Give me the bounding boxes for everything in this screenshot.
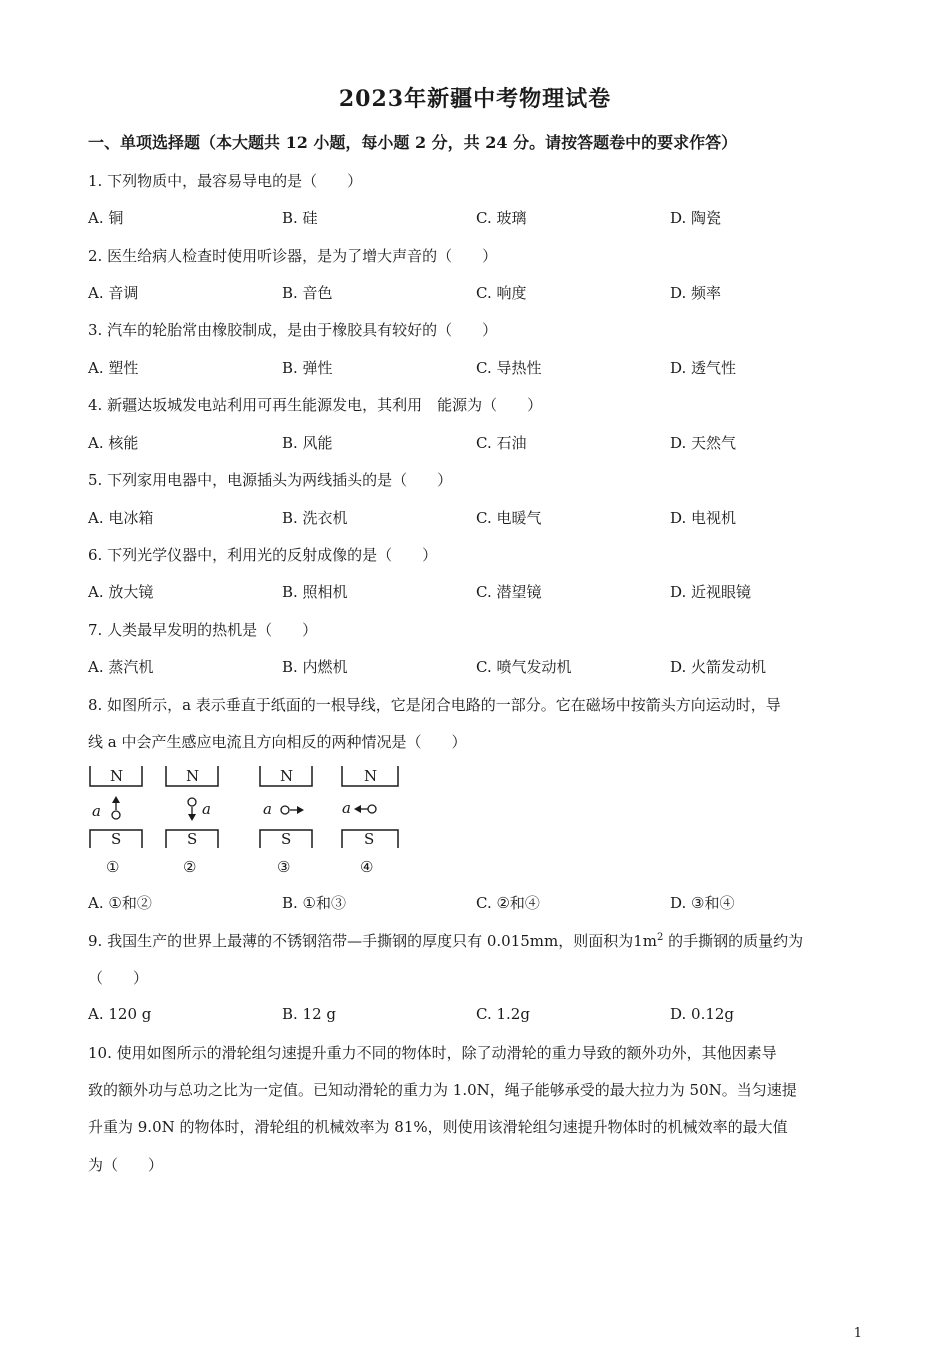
- option-d: D. 频率: [670, 284, 722, 302]
- panel-4: [342, 766, 398, 876]
- option-d: D. 0.12g: [670, 1005, 735, 1023]
- option-c: C. 玻璃: [476, 209, 527, 227]
- wire-cross-section: [281, 806, 289, 814]
- option-b: B. ①和③: [282, 894, 347, 912]
- option-a: A. 塑性: [88, 359, 139, 377]
- option-b: B. 音色: [282, 284, 333, 302]
- north-pole-label: N: [280, 767, 294, 785]
- option-c: C. 电暖气: [476, 509, 542, 527]
- south-pole-label: S: [281, 830, 292, 848]
- option-a: A. 音调: [88, 284, 139, 302]
- question-stem-line-2: 致的额外功与总功之比为一定值。已知动滑轮的重力为 1.0N，绳子能够承受的最大拉力为 50N。当匀速提: [88, 1081, 797, 1099]
- panel-label: ②: [183, 858, 197, 876]
- arrowhead-up: [112, 796, 120, 803]
- stem-text: 的手撕钢的质量约为: [663, 932, 804, 950]
- option-c: C. 导热性: [476, 359, 542, 377]
- option-c: C. 响度: [476, 284, 527, 302]
- page-number: 1: [853, 1326, 862, 1341]
- question-stem-line-2: （ ）: [88, 969, 149, 987]
- option-c: C. 1.2g: [476, 1005, 530, 1023]
- option-d: D. 火箭发动机: [670, 658, 767, 676]
- south-pole-label: S: [364, 830, 375, 848]
- panel-label: ④: [360, 858, 374, 876]
- arrowhead-right: [297, 806, 304, 814]
- option-d: D. ③和④: [670, 894, 735, 912]
- option-b: B. 洗衣机: [282, 509, 348, 527]
- option-a: A. 120 g: [88, 1005, 152, 1023]
- option-b: B. 硅: [282, 209, 318, 227]
- arrowhead-left: [354, 805, 361, 813]
- question-stem-line-4: 为（ ）: [88, 1156, 164, 1174]
- option-c: C. 石油: [476, 434, 527, 452]
- question-stem: 2. 医生给病人检查时使用听诊器，是为了增大声音的（ ）: [88, 247, 498, 265]
- option-b: B. 弹性: [282, 359, 333, 377]
- option-d: D. 陶瓷: [670, 209, 722, 227]
- section-heading: 一、单项选择题（本大题共 12 小题，每小题 2 分，共 24 分。请按答题卷中的要求作答）: [88, 133, 738, 152]
- panel-3: [260, 766, 312, 876]
- wire-label: a: [263, 800, 272, 818]
- question-stem: 6. 下列光学仪器中，利用光的反射成像的是（ ）: [88, 546, 438, 564]
- option-b: B. 内燃机: [282, 658, 348, 676]
- question-stem: 7. 人类最早发明的热机是（ ）: [88, 621, 318, 639]
- panel-label: ③: [277, 858, 291, 876]
- wire-cross-section: [368, 805, 376, 813]
- option-c: C. 喷气发动机: [476, 658, 572, 676]
- south-pole-label: S: [111, 830, 122, 848]
- option-a: A. 铜: [88, 209, 124, 227]
- option-d: D. 天然气: [670, 434, 737, 452]
- option-b: B. 风能: [282, 434, 333, 452]
- question-stem: 3. 汽车的轮胎常由橡胶制成，是由于橡胶具有较好的（ ）: [88, 321, 498, 339]
- option-c: C. ②和④: [476, 894, 540, 912]
- wire-cross-section: [188, 798, 196, 806]
- north-pole-label: N: [186, 767, 200, 785]
- question-stem-line-1: 10. 使用如图所示的滑轮组匀速提升重力不同的物体时，除了动滑轮的重力导致的额外功外，其他因素导: [88, 1044, 777, 1062]
- question-stem-line-2: 线 a 中会产生感应电流且方向相反的两种情况是（ ）: [88, 733, 467, 751]
- area-exponent: 2: [657, 932, 664, 943]
- wire-cross-section: [112, 811, 120, 819]
- option-d: D. 电视机: [670, 509, 737, 527]
- option-a: A. 蒸汽机: [88, 658, 154, 676]
- north-pole-label: N: [110, 767, 124, 785]
- option-b: B. 12 g: [282, 1005, 337, 1023]
- question-stem-line-3: 升重为 9.0N 的物体时，滑轮组的机械效率为 81%，则使用该滑轮组匀速提升物体时的机械效率的最大值: [88, 1118, 788, 1136]
- wire-label: a: [202, 800, 211, 818]
- question-stem-line-1: 8. 如图所示，a 表示垂直于纸面的一根导线，它是闭合电路的一部分。它在磁场中按箭头方向运动时，导: [88, 696, 781, 714]
- question-stem: 1. 下列物质中，最容易导电的是（ ）: [88, 172, 363, 190]
- page-title: 2023年新疆中考物理试卷: [338, 86, 612, 112]
- option-d: D. 透气性: [670, 359, 737, 377]
- panel-1: [90, 766, 142, 876]
- stem-text: 9. 我国生产的世界上最薄的不锈钢箔带—手撕钢的厚度只有 0.015mm，则面积为: [88, 932, 634, 950]
- question-stem-line-1: [88, 930, 803, 951]
- arrowhead-down: [188, 814, 196, 821]
- wire-label: a: [92, 802, 101, 820]
- magnet-wire-figure: [80, 758, 420, 880]
- question-stem: 4. 新疆达坂城发电站利用可再生能源发电，其利用 能源为（ ）: [88, 396, 543, 414]
- north-pole-label: N: [364, 767, 378, 785]
- wire-label: a: [342, 799, 351, 817]
- option-a: A. 核能: [88, 434, 139, 452]
- option-a: A. ①和②: [88, 894, 152, 912]
- option-c: C. 潜望镜: [476, 583, 542, 601]
- option-a: A. 放大镜: [88, 583, 154, 601]
- option-a: A. 电冰箱: [88, 509, 154, 527]
- area-unit: 1m: [633, 932, 658, 950]
- option-b: B. 照相机: [282, 583, 348, 601]
- south-pole-label: S: [187, 830, 198, 848]
- option-d: D. 近视眼镜: [670, 583, 752, 601]
- question-stem: 5. 下列家用电器中，电源插头为两线插头的是（ ）: [88, 471, 453, 489]
- panel-2: [166, 766, 218, 876]
- panel-label: ①: [106, 858, 120, 876]
